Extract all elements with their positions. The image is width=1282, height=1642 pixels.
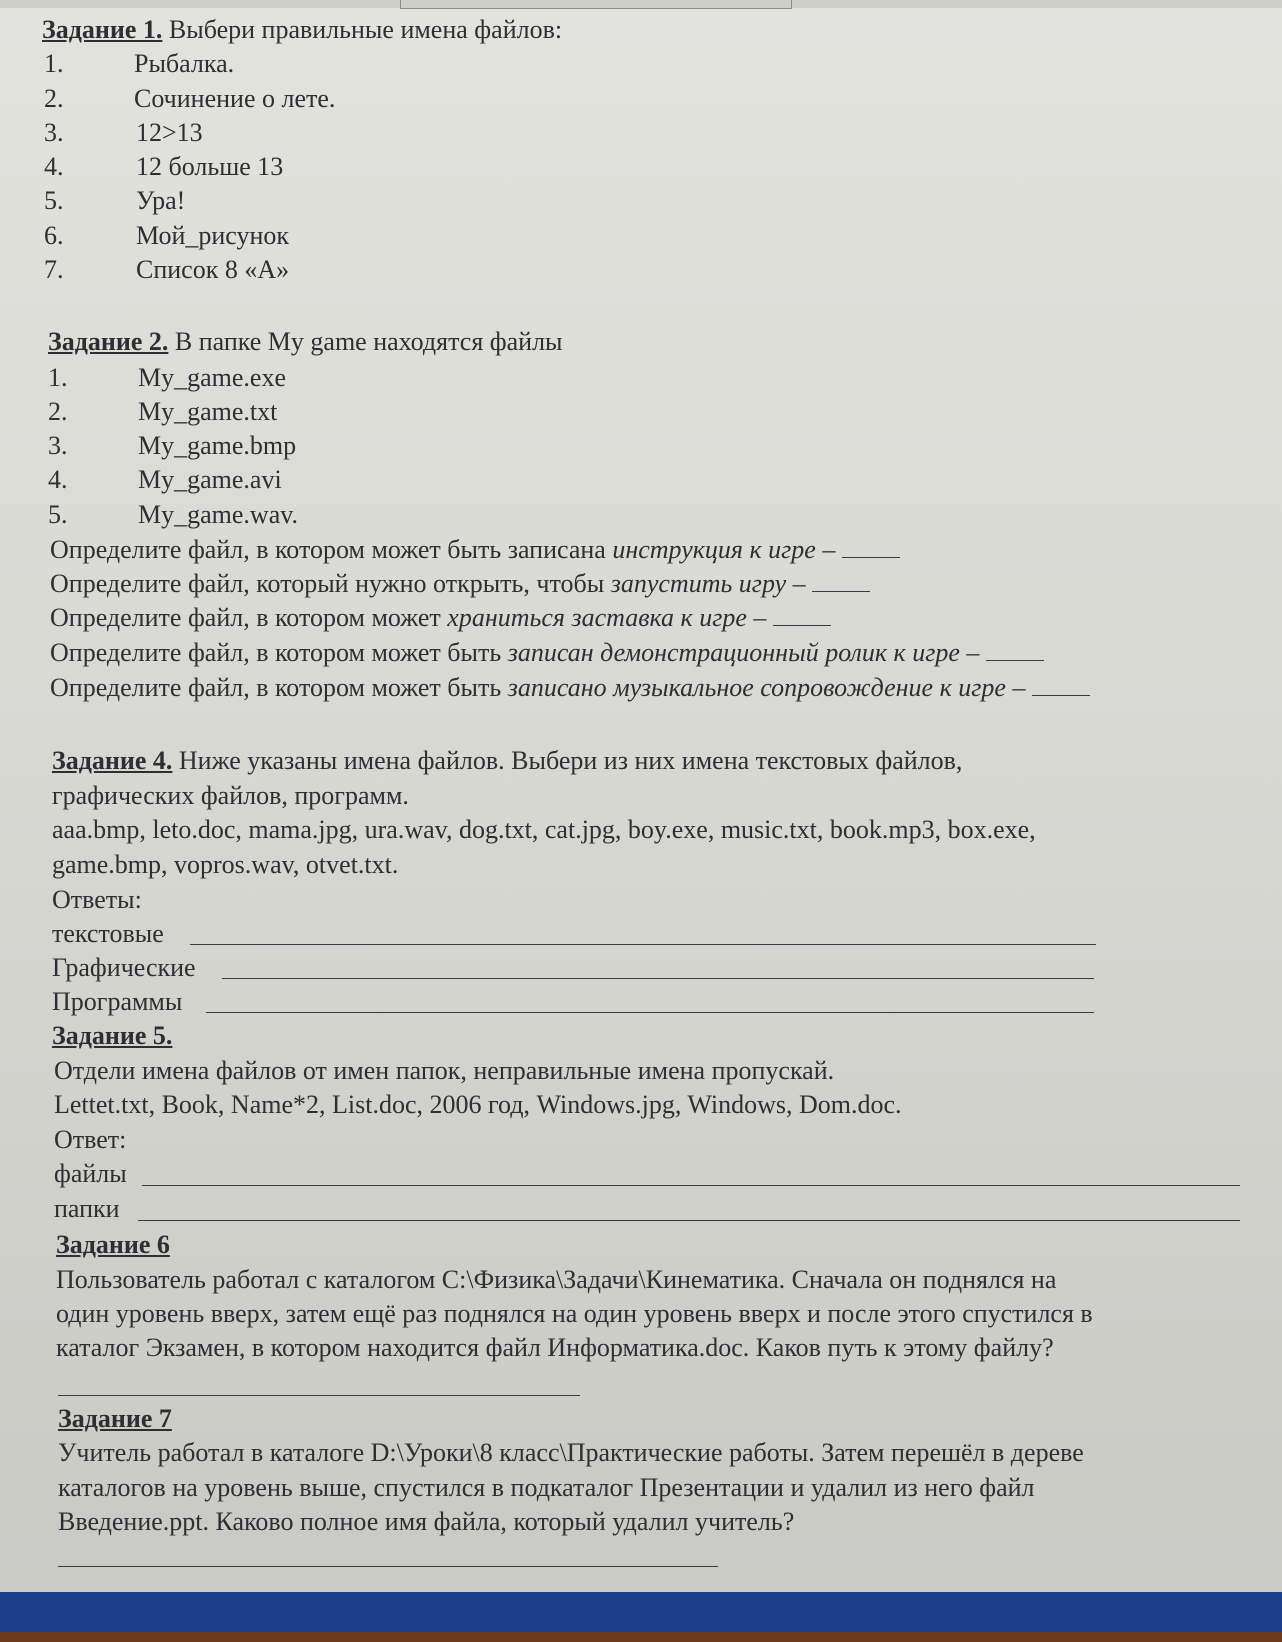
item-number: 5.	[44, 186, 64, 215]
task2-item	[48, 464, 282, 496]
task7-line1: Учитель работал в каталоге D:\Уроки\8 класс\Практические работы. Затем перешёл в дереве	[58, 1438, 1084, 1467]
item-text: Мой_рисунок	[136, 221, 290, 250]
answer-blank[interactable]	[812, 569, 870, 592]
question-dash: –	[959, 638, 986, 667]
item-number: 1.	[48, 363, 68, 392]
item-number: 1.	[44, 49, 64, 78]
item-text: My_game.avi	[138, 465, 282, 494]
task5-answer: Ответ:	[54, 1125, 127, 1154]
programs-answer-line[interactable]	[206, 1012, 1094, 1013]
task2-heading: Задание 2.	[48, 327, 169, 356]
task5-heading: Задание 5.	[52, 1021, 173, 1050]
question-text: Определите файл, который нужно открыть, чтобы	[50, 569, 611, 598]
question-text: Определите файл, в котором может	[50, 603, 448, 632]
task1-item	[44, 117, 203, 149]
item-number: 5.	[48, 500, 68, 529]
task4-text2: графических файлов, программ.	[52, 781, 409, 810]
task2-item	[48, 396, 278, 428]
task4-heading: Задание 4.	[52, 746, 173, 775]
item-number: 3.	[48, 431, 68, 460]
task7-title	[58, 1403, 172, 1435]
top-strip	[0, 0, 1282, 8]
task6-answer-line[interactable]	[58, 1395, 580, 1396]
task4-files2: game.bmp, vopros.wav, otvet.txt.	[52, 850, 399, 879]
task4-text-label: текстовые	[52, 919, 164, 948]
task1-item	[44, 254, 290, 286]
folders-answer-line[interactable]	[138, 1220, 1240, 1221]
task4-files1: aaa.bmp, leto.doc, mama.jpg, ura.wav, dog.txt, cat.jpg, boy.exe, music.txt, book.mp3, box.exe,	[52, 815, 1036, 844]
item-text: My_game.txt	[138, 397, 278, 426]
task6-line2: один уровень вверх, затем ещё раз поднялся на один уровень вверх и после этого спустился в	[56, 1299, 1093, 1328]
item-text: 12>13	[136, 118, 203, 147]
task1-item	[44, 220, 290, 252]
question-text: Определите файл, в котором может быть	[50, 638, 508, 667]
item-number: 4.	[48, 465, 68, 494]
monitor-taskbar	[0, 1592, 1282, 1632]
item-text: Ура!	[136, 186, 186, 215]
task1-item	[44, 83, 336, 115]
answer-blank[interactable]	[986, 638, 1044, 661]
task1-title	[42, 14, 562, 46]
task7-line2: каталогов на уровень выше, спустился в подкаталог Презентации и удалил из него файл	[58, 1473, 1035, 1502]
item-text: My_game.wav.	[138, 500, 299, 529]
item-number: 2.	[48, 397, 68, 426]
task2-title	[48, 326, 563, 358]
question-emphasis: записан демонстрационный ролик к игре	[507, 638, 960, 667]
question-emphasis: запустить игру	[610, 569, 787, 598]
task4-graphics-label: Графические	[52, 953, 196, 982]
task5-names: Lettet.txt, Book, Name*2, List.doc, 2006 год, Windows.jpg, Windows, Dom.doc.	[54, 1090, 902, 1119]
task6-heading: Задание 6	[56, 1230, 170, 1259]
task7-answer-line[interactable]	[58, 1566, 718, 1567]
question-emphasis: храниться заставка к игре	[447, 603, 747, 632]
answer-blank[interactable]	[1032, 673, 1090, 696]
task1-item	[44, 185, 186, 217]
task4-text1: Ниже указаны имена файлов. Выбери из них имена текстовых файлов,	[172, 746, 963, 775]
task1-item	[44, 151, 284, 183]
task1-item	[44, 48, 235, 80]
item-text: My_game.bmp	[138, 431, 297, 460]
files-answer-line[interactable]	[142, 1185, 1240, 1186]
task6-line3: каталог Экзамен, в котором находится файл Информатика.doc. Каков путь к этому файлу?	[56, 1333, 1054, 1362]
item-text: Сочинение о лете.	[134, 84, 336, 113]
item-number: 4.	[44, 152, 64, 181]
answer-blank[interactable]	[842, 535, 900, 558]
task2-item	[48, 362, 287, 394]
text-files-answer-line[interactable]	[190, 944, 1096, 945]
task4-title	[52, 745, 962, 777]
task4-programs-label: Программы	[52, 987, 183, 1016]
task5-text: Отдели имена файлов от имен папок, неправильные имена пропускай.	[54, 1056, 835, 1085]
question-text: Определите файл, в котором может быть записана	[50, 535, 613, 564]
task2-question	[50, 602, 831, 634]
item-text: Список 8 «А»	[136, 255, 290, 284]
task2-item	[48, 430, 297, 462]
task1-heading: Задание 1.	[42, 15, 163, 44]
monitor-bezel	[0, 1632, 1282, 1642]
item-number: 3.	[44, 118, 64, 147]
item-text: 12 больше 13	[136, 152, 284, 181]
task7-line3: Введение.ppt. Каково полное имя файла, который удалил учитель?	[58, 1507, 795, 1536]
task2-question	[50, 637, 1044, 669]
task2-text: В папке My game находятся файлы	[168, 327, 563, 356]
task6-line1: Пользователь работал с каталогом C:\Физика\Задачи\Кинематика. Сначала он поднялся на	[56, 1265, 1057, 1294]
question-dash: –	[746, 603, 773, 632]
item-number: 6.	[44, 221, 64, 250]
question-dash: –	[786, 569, 813, 598]
item-text: Рыбалка.	[134, 49, 235, 78]
task2-question	[50, 534, 900, 566]
question-dash: –	[815, 535, 842, 564]
task7-heading: Задание 7	[58, 1404, 172, 1433]
item-number: 7.	[44, 255, 64, 284]
item-number: 2.	[44, 84, 64, 113]
task5-files-label: файлы	[54, 1159, 127, 1188]
item-text: My_game.exe	[138, 363, 287, 392]
task2-question	[50, 672, 1090, 704]
answer-blank[interactable]	[773, 603, 831, 626]
graphics-files-answer-line[interactable]	[222, 978, 1094, 979]
task1-text: Выбери правильные имена файлов:	[162, 15, 563, 44]
question-emphasis: инструкция к игре	[612, 535, 816, 564]
question-text: Определите файл, в котором может быть	[50, 673, 508, 702]
task5-folders-label: папки	[54, 1194, 120, 1223]
task2-item	[48, 499, 299, 531]
task4-answers: Ответы:	[52, 885, 142, 914]
task2-question	[50, 568, 870, 600]
task6-title	[56, 1229, 170, 1261]
top-strip-box	[400, 0, 792, 9]
question-emphasis: записано музыкальное сопровождение к игре	[507, 673, 1006, 702]
task5-title	[52, 1020, 172, 1052]
question-dash: –	[1005, 673, 1032, 702]
